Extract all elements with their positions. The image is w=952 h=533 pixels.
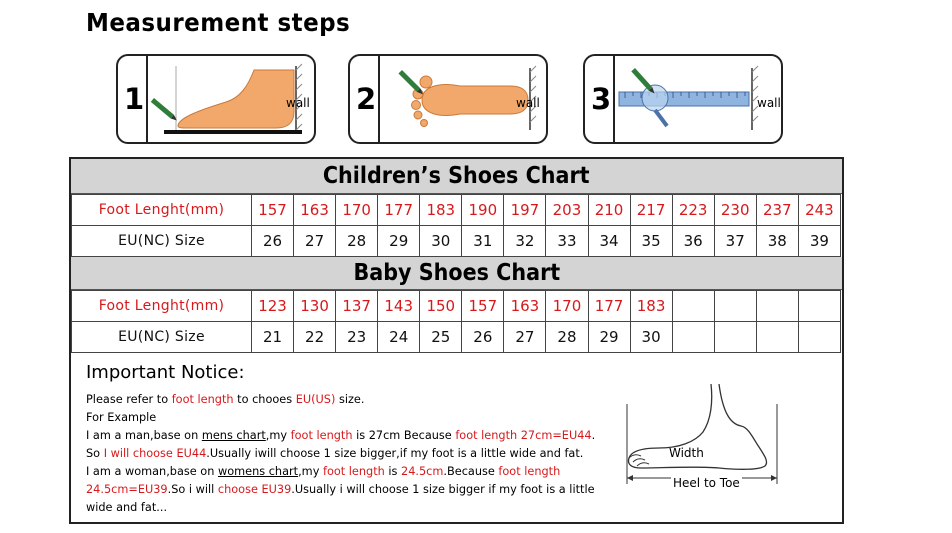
table-cell: 243 — [798, 195, 840, 226]
children-size-table — [71, 194, 841, 257]
table-cell: 27 — [504, 322, 546, 353]
table-cell: 230 — [714, 195, 756, 226]
table-cell: 157 — [252, 195, 294, 226]
notice-line: For Example — [86, 411, 157, 424]
table-cell: 24 — [378, 322, 420, 353]
table-cell: 27 — [294, 226, 336, 257]
table-cell: 21 — [252, 322, 294, 353]
table-cell — [756, 291, 798, 322]
table-cell: 170 — [336, 195, 378, 226]
table-cell: 29 — [588, 322, 630, 353]
table-cell: 26 — [462, 322, 504, 353]
table-cell: 163 — [504, 291, 546, 322]
baby-chart-title: Baby Shoes Chart — [353, 260, 560, 286]
notice-heading: Important Notice: — [86, 362, 245, 383]
row-label: EU(NC) Size — [72, 322, 252, 353]
foot-length-row — [72, 291, 841, 322]
table-cell — [714, 322, 756, 353]
table-cell: 25 — [420, 322, 462, 353]
table-cell — [798, 322, 840, 353]
table-cell: 157 — [462, 291, 504, 322]
table-cell: 30 — [420, 226, 462, 257]
table-cell — [756, 322, 798, 353]
table-cell: 28 — [336, 226, 378, 257]
important-notice — [86, 362, 606, 517]
table-cell: 26 — [252, 226, 294, 257]
table-cell — [672, 322, 714, 353]
notice-line: So I will choose EU44.Usually iwill choose 1 size bigger,if my foot is a little wide and fat. — [86, 447, 584, 460]
table-cell: 35 — [630, 226, 672, 257]
table-cell: 163 — [294, 195, 336, 226]
table-cell: 28 — [546, 322, 588, 353]
notice-line: Please refer to foot length to chooes EU(US) size. — [86, 393, 365, 406]
children-chart-title: Children’s Shoes Chart — [323, 163, 590, 189]
notice-line: 24.5cm=EU39.So i will choose EU39.Usually i will choose 1 size bigger if my foot is a little — [86, 483, 595, 496]
table-cell: 190 — [462, 195, 504, 226]
size-chart — [69, 157, 844, 524]
step-number: 2 — [356, 82, 377, 116]
table-cell: 29 — [378, 226, 420, 257]
page-title: Measurement steps — [86, 8, 351, 37]
table-cell: 34 — [588, 226, 630, 257]
row-label: Foot Lenght(mm) — [72, 195, 252, 226]
table-cell: 30 — [630, 322, 672, 353]
table-cell: 210 — [588, 195, 630, 226]
step-1-card — [116, 54, 316, 144]
table-cell: 183 — [630, 291, 672, 322]
notice-line: I am a woman,base on womens chart,my foot length is 24.5cm.Because foot length — [86, 465, 561, 478]
table-cell: 37 — [714, 226, 756, 257]
table-cell — [714, 291, 756, 322]
wall-label: wall — [757, 96, 781, 110]
baby-size-table — [71, 290, 841, 353]
table-cell: 223 — [672, 195, 714, 226]
table-cell: 170 — [546, 291, 588, 322]
table-cell: 217 — [630, 195, 672, 226]
table-cell: 130 — [294, 291, 336, 322]
table-cell: 33 — [546, 226, 588, 257]
notice-line: wide and fat... — [86, 501, 168, 514]
children-chart-header — [71, 159, 842, 194]
table-cell: 177 — [588, 291, 630, 322]
width-label: Width — [669, 446, 704, 460]
eu-size-row — [72, 226, 841, 257]
table-cell: 197 — [504, 195, 546, 226]
step-number: 3 — [591, 82, 612, 116]
table-cell: 183 — [420, 195, 462, 226]
table-cell: 36 — [672, 226, 714, 257]
step-2-card — [348, 54, 548, 144]
foot-diagram — [619, 384, 789, 499]
table-cell — [798, 291, 840, 322]
table-cell: 203 — [546, 195, 588, 226]
table-cell — [672, 291, 714, 322]
step-3-card — [583, 54, 783, 144]
table-cell: 177 — [378, 195, 420, 226]
table-cell: 143 — [378, 291, 420, 322]
table-cell: 32 — [504, 226, 546, 257]
wall-label: wall — [516, 96, 540, 110]
foot-length-row — [72, 195, 841, 226]
table-cell: 237 — [756, 195, 798, 226]
row-label: Foot Lenght(mm) — [72, 291, 252, 322]
table-cell: 137 — [336, 291, 378, 322]
row-label: EU(NC) Size — [72, 226, 252, 257]
step-number: 1 — [124, 82, 145, 116]
heel-to-toe-label: Heel to Toe — [673, 476, 740, 490]
table-cell: 39 — [798, 226, 840, 257]
table-cell: 23 — [336, 322, 378, 353]
baby-chart-header — [71, 257, 842, 290]
table-cell: 31 — [462, 226, 504, 257]
notice-line: I am a man,base on mens chart,my foot length is 27cm Because foot length 27cm=EU44. — [86, 429, 596, 442]
wall-label: wall — [286, 96, 310, 110]
table-cell: 150 — [420, 291, 462, 322]
table-cell: 123 — [252, 291, 294, 322]
table-cell: 38 — [756, 226, 798, 257]
table-cell: 22 — [294, 322, 336, 353]
eu-size-row — [72, 322, 841, 353]
